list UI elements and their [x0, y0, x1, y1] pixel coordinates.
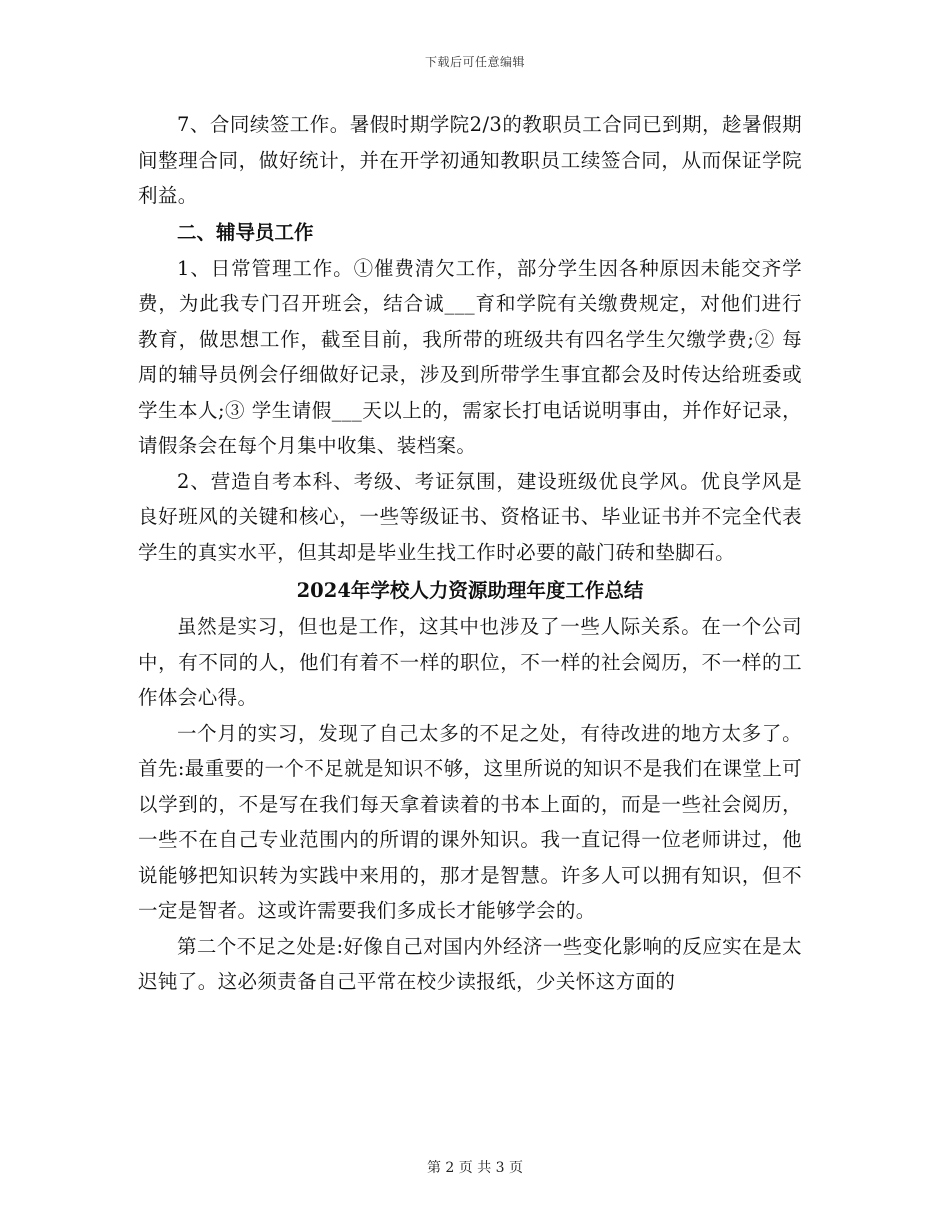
paragraph-internship-relations: 虽然是实习，但也是工作，这其中也涉及了一些人际关系。在一个公司中，有不同的人，他们有着不一样的职位，不一样的社会阅历，不一样的工作体会心得。 [138, 615, 802, 709]
paragraph-first-shortcoming: 一个月的实习，发现了自己太多的不足之处，有待改进的地方太多了。首先:最重要的一个不足就是知识不够，这里所说的知识不是我们在课堂上可以学到的，不是写在我们每天拿着读着的书本上面的，而是一些社会阅历，一些不在自己专业范围内的所谓的课外知识。我一直记得一位老师讲过，他说能够把知识转为实践中来用的，那才是智慧。许多人可以拥有知识，但不一定是智者。这或许需要我们多成长才能够学会的。 [138, 721, 802, 922]
document-body [138, 107, 802, 1000]
paragraph-second-shortcoming: 第二个不足之处是:好像自己对国内外经济一些变化影响的反应实在是太迟钝了。这必须责备自己平常在校少读报纸，少关怀这方面的 [138, 934, 802, 993]
page-number-footer: 第 2 页 共 3 页 [426, 1160, 524, 1176]
paragraph-contract-renewal: 7、合同续签工作。暑假时期学院2/3的教职员工合同已到期，趁暑假期间整理合同，做好统计，并在开学初通知教职员工续签合同，从而保证学院利益。 [138, 113, 802, 207]
page-header: 下载后可任意编辑 [424, 55, 525, 69]
paragraph-daily-management: 1、日常管理工作。①催费清欠工作，部分学生因各种原因未能交齐学费，为此我专门召开班会，结合诚___育和学院有关缴费规定，对他们进行教育，做思想工作，截至目前，我所带的班级共有四名学生欠缴学费;② 每周的辅导员例会仔细做好记录，涉及到所带学生事宜都会及时传达给班委或学生本人;③ 学生请假___天以上的，需家长打电话说明事由，并作好记录，请假条会在每个月集中收集、装档案。 [138, 256, 802, 457]
paragraph-study-atmosphere: 2、营造自考本科、考级、考证氛围，建设班级优良学风。优良学风是良好班风的关键和核心，一些等级证书、资格证书、毕业证书并不完全代表学生的真实水平，但其却是毕业生找工作时必要的敲门砖和垫脚石。 [138, 469, 802, 564]
document-title: 2024年学校人力资源助理年度工作总结 [296, 579, 644, 602]
section-heading-counselor-work: 二、辅导员工作 [177, 220, 314, 244]
